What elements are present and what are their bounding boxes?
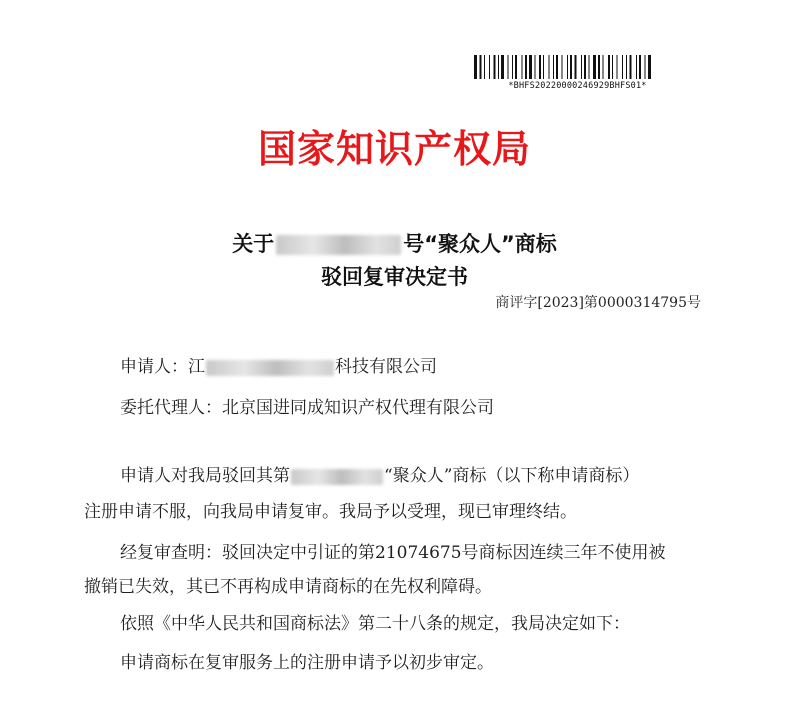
barcode-bar (553, 55, 554, 79)
barcode-bar (522, 55, 523, 79)
barcode-image (474, 55, 674, 79)
agent-line (120, 393, 494, 418)
barcode-bar (498, 55, 499, 79)
barcode-bar (515, 55, 517, 79)
barcode-bar (539, 55, 541, 79)
barcode-bar (626, 55, 627, 79)
barcode-bar (484, 55, 485, 79)
barcode-bar (549, 55, 550, 79)
barcode-bar (508, 55, 509, 79)
barcode-bar (494, 55, 496, 79)
barcode-bar (529, 55, 532, 79)
barcode-bar (575, 55, 577, 79)
barcode-bar (543, 55, 544, 79)
barcode-bar (535, 55, 536, 79)
barcode-bar (480, 55, 482, 79)
barcode-bar (525, 55, 527, 79)
agent-label: 委托代理人： (120, 398, 222, 418)
barcode-bar (556, 55, 558, 79)
paragraph-2-line-2: 撤销已失效，其已不再构成申请商标的在先权利障碍。 (84, 577, 492, 597)
agent-name: 北京国进同成知识产权代理有限公司 (222, 398, 494, 418)
redacted-trademark-number (291, 469, 383, 485)
barcode-bar (593, 55, 596, 79)
paragraph-4: 申请商标在复审服务上的注册申请予以初步审定。 (120, 653, 494, 673)
barcode-bar (512, 55, 513, 79)
applicant-label: 申请人： (120, 357, 188, 377)
barcode-bar (603, 55, 604, 79)
applicant-lead: 江 (188, 357, 205, 377)
barcode-text: *BHFS20220000246929BHFS01* (508, 81, 647, 91)
p1-suffix: “聚众人”商标（以下称申请商标） (384, 466, 640, 486)
title-trademark: “聚众人”商标 (424, 232, 557, 256)
barcode-bar (489, 55, 490, 79)
paragraph-1-line-2: 注册申请不服，向我局申请复审。我局予以受理，现已审理终结。 (84, 502, 577, 522)
barcode-bar (501, 55, 504, 79)
barcode-bar (630, 55, 632, 79)
barcode-bar (589, 55, 590, 79)
paragraph-1-line-1 (120, 461, 639, 486)
barcode-bar (636, 55, 637, 79)
barcode-bar (598, 55, 600, 79)
paragraph-2-line-1: 经复审查明：驳回决定中引证的第21074675号商标因连续三年不使用被 (120, 543, 666, 563)
barcode-bar (639, 55, 641, 79)
document-title-line2: 驳回复审决定书 (321, 265, 468, 289)
barcode-bar (474, 55, 477, 79)
barcode-bar (581, 55, 582, 79)
agency-heading: 国家知识产权局 (257, 127, 531, 171)
barcode-bar (567, 55, 568, 79)
barcode-bar (570, 55, 572, 79)
barcode-bar (608, 55, 610, 79)
barcode-block (470, 55, 685, 95)
p1-prefix: 申请人对我局驳回其第 (120, 466, 290, 486)
title-prefix: 关于 (232, 232, 275, 256)
barcode-bar (648, 55, 651, 79)
redacted-application-number (276, 235, 401, 255)
barcode-bar (584, 55, 586, 79)
barcode-bar (645, 55, 646, 79)
title-redact-tail: 号 (403, 232, 425, 256)
document-number: 商评字[2023]第0000314795号 (495, 295, 701, 311)
barcode-bar (622, 55, 623, 79)
redacted-applicant-name (206, 360, 334, 376)
barcode-bar (562, 55, 563, 79)
barcode-bar (612, 55, 613, 79)
document-title-line1 (0, 228, 789, 258)
applicant-line (120, 352, 437, 377)
barcode-bar (617, 55, 618, 79)
applicant-suffix: 科技有限公司 (335, 357, 437, 377)
paragraph-3: 依照《中华人民共和国商标法》第二十八条的规定，我局决定如下： (120, 614, 630, 634)
